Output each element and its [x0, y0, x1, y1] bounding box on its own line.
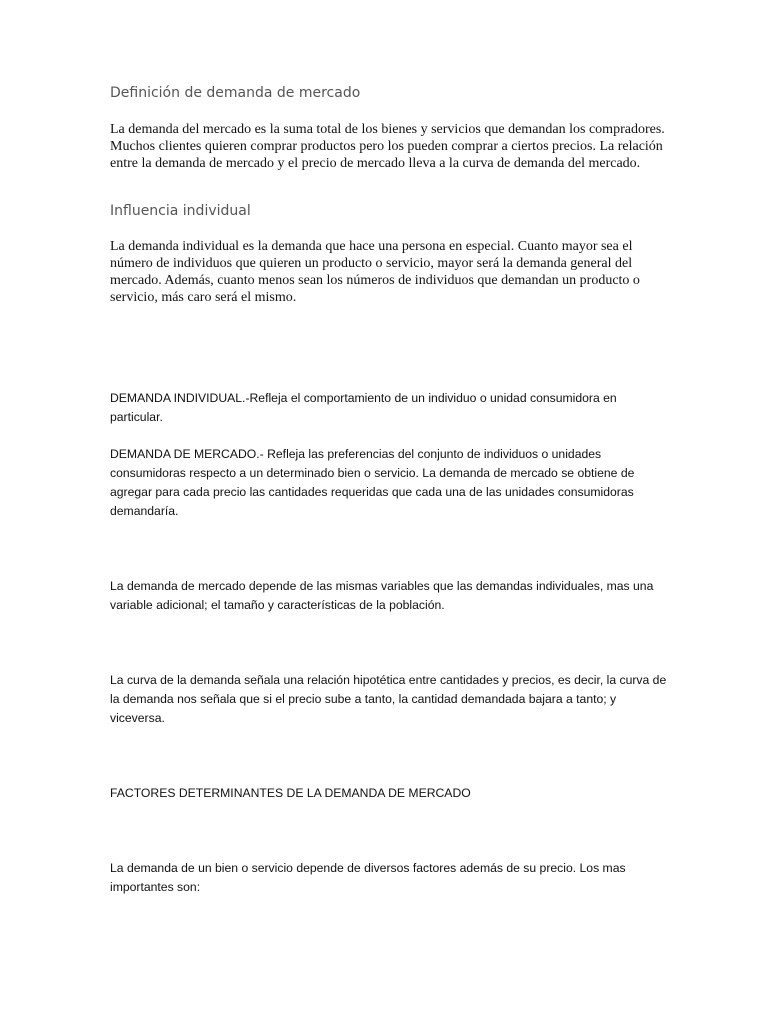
factores-title: FACTORES DETERMINANTES DE LA DEMANDA DE MERCADO	[110, 786, 471, 800]
variables-paragraph: La demanda de mercado depende de las mismas variables que las demandas individuales, mas una variable adicional; el tamaño y características de la población.	[110, 579, 654, 612]
section-title-influencia: Influencia individual	[110, 203, 251, 219]
section-title-definicion: Definición de demanda de mercado	[110, 85, 361, 101]
demanda-individual-paragraph: DEMANDA INDIVIDUAL.-Refleja el comportamiento de un individuo o unidad consumidora en particular.	[110, 391, 617, 424]
demanda-mercado-paragraph: DEMANDA DE MERCADO.- Refleja las preferencias del conjunto de individuos o unidades consumidoras respecto a un determinado bien o servicio. La demanda de mercado se obtiene de agregar para cada precio las cantidades requeridas que cada una de las unidades consumidoras demandaría.	[110, 447, 635, 518]
definicion-paragraph: La demanda del mercado es la suma total de los bienes y servicios que demandan los compradores. Muchos clientes quieren comprar productos pero los pueden comprar a ciertos precios. La relación entre la demanda de mercado y el precio de mercado lleva a la curva de demanda del mercado.	[110, 122, 665, 171]
factores-intro-paragraph: La demanda de un bien o servicio depende de diversos factores además de su precio. Los mas importantes son:	[110, 861, 626, 894]
influencia-paragraph: La demanda individual es la demanda que hace una persona en especial. Cuanto mayor sea el número de individuos que quieren un producto o servicio, mayor será la demanda general del mercado. Además, cuanto menos sean los números de individuos que demandan un producto o servicio, más caro será el mismo.	[110, 239, 640, 305]
curva-demanda-paragraph: La curva de la demanda señala una relación hipotética entre cantidades y precios, es decir, la curva de la demanda nos señala que si el precio sube a tanto, la cantidad demandada bajara a tanto; y viceversa.	[110, 673, 667, 725]
